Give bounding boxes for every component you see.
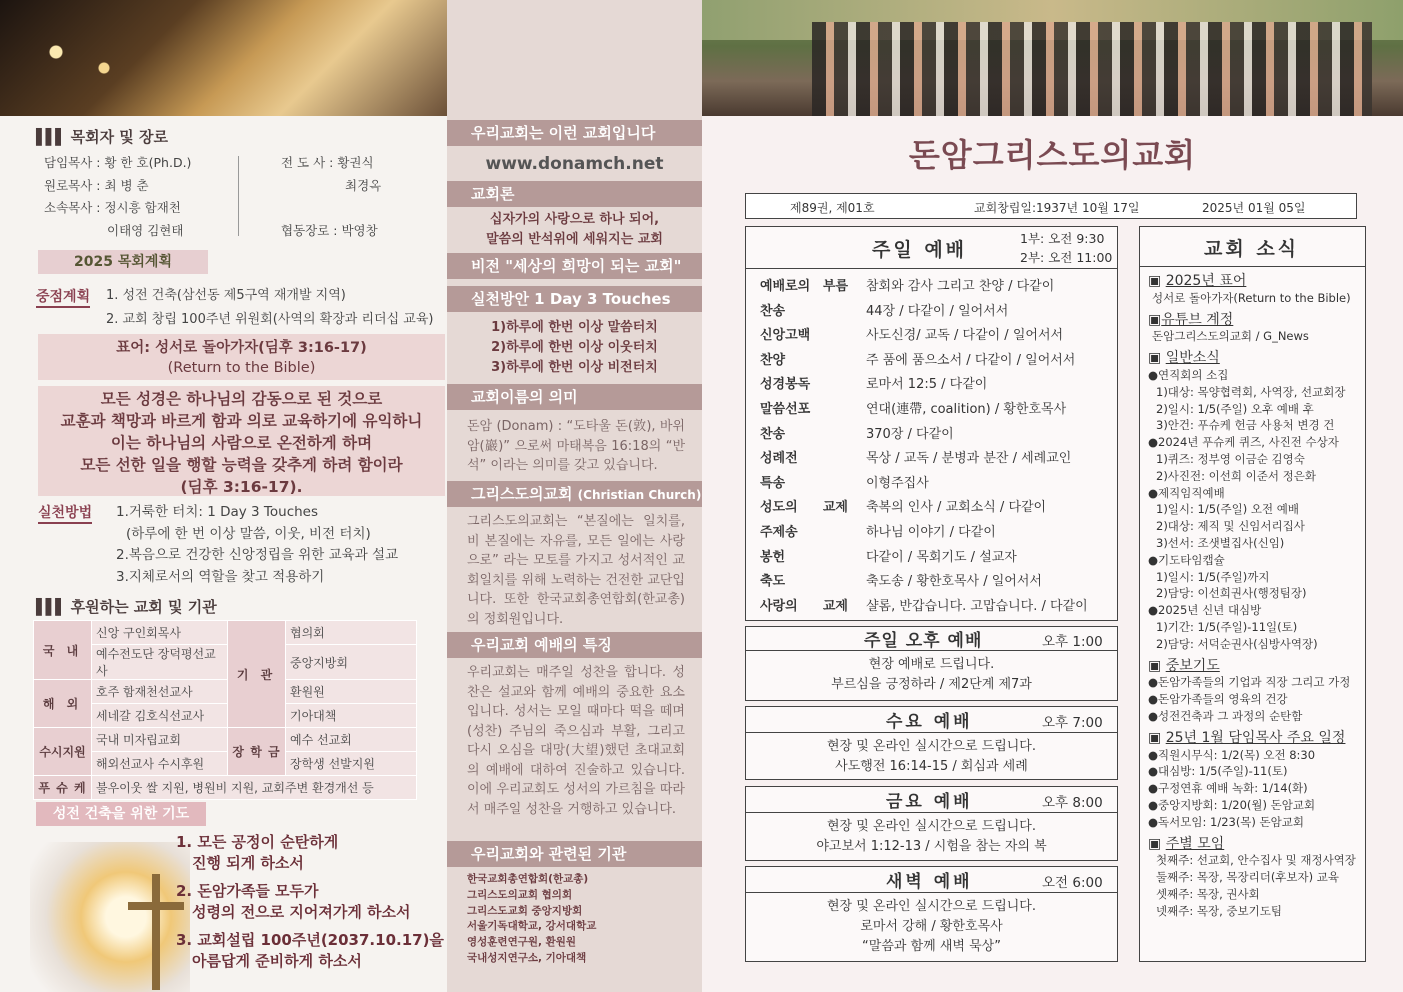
middle-panel (447, 0, 702, 992)
order-item-value: 연대(連帶, coalition) / 황한호목사 (866, 402, 1067, 417)
orgs-title: 우리교회와 관련된 기관 (447, 841, 702, 867)
church-news-box: 교회 소식 ▣ 2025년 표어 성서로 돌아가자(Return to the Bible) ▣유튜브 계정 돈암그리스도의교회 / G_News ▣ 일반소식 ●연직회의 소집 1)대상: 목양협력회, 사역장, 선교회장 2)일시: 1/5(주일) 오후 예배 후 3)안건: 푸슈케 헌금 사용처 변경 건 ●2024년 푸슈케 퀴즈, 사진전 수상자 1)퀴즈: 정부영 이금순 김영숙 2)사진전: 이선희 이준서 정은화 ●제직임직예배 1)일시: 1/5(주일) 오전 예배 2)대상: 제직 및 신임서리집사 3)선서: 조샛별집사(신임) ●기도타임캡슐 1)일시: 1/5(주일)까지 2)담당: 이선희권사(행정팀장) ●2025년 신년 대심방 1)기간: 1/5(주일)-11일(토) 2)담당: 서덕순권사(심방사역장) ▣ 중보기도 ●돈암가족들의 기업과 직장 그리고 가정 ●돈암가족들의 영육의 건강 ●성전건축과 그 과정의 순탄함 ▣ 25년 1월 담임목사 주요 일정 ●직원시무식: 1/2(목) 오전 8:30 ●대심방: 1/5(주일)-11(토) ●구정연휴 예배 녹화: 1/14(화) ●중앙지방회: 1/20(월) 돈암교회 ●독서모임: 1/23(목) 돈암교회 ▣ 주별 모임 첫째주: 선교회, 안수집사 및 재정사역장 둘째주: 목장, 목장리더(후보자) 교육 셋째주: 목장, 권사회 넷째주: 목장, 중보기도팀 (1139, 226, 1366, 962)
news-item: ●2024년 푸슈케 퀴즈, 사진전 수상자 (1148, 435, 1339, 450)
order-row (760, 521, 1110, 546)
intro-title: 우리교회는 이런 교회입니다 (447, 120, 702, 146)
order-item-label: 사랑의 교제 (760, 598, 848, 614)
news-item: ●연직회의 소집 (1148, 367, 1229, 382)
order-row (760, 300, 1110, 325)
night-wall-photo (0, 0, 447, 116)
issue-info: 제89권, 제01호 교회창립일:1937년 10월 17일 2025년 01월 05일 (745, 193, 1357, 219)
support-heading: ▌▌▌ 후원하는 교회 및 기관 (36, 598, 217, 616)
news-item: ●돈암가족들의 영육의 건강 (1148, 692, 1288, 707)
order-item-value: 목상 / 교독 / 분병과 분잔 / 세례교인 (866, 451, 1072, 467)
order-item-value: 참회와 감사 그리고 찬양 / 다같이 (866, 279, 1055, 294)
order-row (760, 447, 1110, 472)
ecclesiology-text: 십자가의 사랑으로 하나 되어, 말씀의 반석위에 세워지는 교회 (486, 212, 663, 247)
website[interactable]: www.donamch.net (485, 154, 664, 174)
ecclesiology-title: 교회론 (447, 181, 702, 207)
order-item-label: 찬송 (760, 426, 786, 442)
cc-title: 그리스도의교회 (Christian Church) (447, 481, 702, 507)
right-panel (702, 0, 1403, 992)
order-row (760, 496, 1110, 521)
news-item: ●중앙지방회: 1/20(월) 돈암교회 (1148, 797, 1316, 812)
news-item: 1)대상: 목양협력회, 사역장, 선교회장 (1156, 384, 1346, 399)
order-item-value: 44장 / 다같이 / 일어서서 (866, 303, 1009, 319)
news-item: ●대심방: 1/5(주일)-11(토) (1148, 764, 1288, 779)
order-item-label: 특송 (760, 475, 786, 491)
order-item-value: 사도신경/ 교독 / 다같이 / 일어서서 (866, 328, 1064, 344)
focus-label: 중점계획 (36, 286, 90, 308)
sunday-worship-box: 주일 예배 1부: 오전 9:30 2부: 오전 11:00 예배로의 부름 참회와 감사 그리고 찬양 / 다같이 찬송 44장 / 다같이 / 일어서서 신앙고백 사도신경/ 교독 / 다같이 / 일어서서 찬양 주 품에 품으소서 / 다같이 / 일어서서 성경봉독 로마서 12:5 / 다같이 말씀선포 연대(連帶, coalition) / 황한호목사 찬송 370장 / 다같이 성례전 목상 / 교독 / 분병과 분잔 / 세례교인 특송 이형주집사 성도의 교제 축복의 인사 / 교회소식 / 다같이 주제송 하나님 이야기 / 다같이 봉헌 다같이 / 목회기도 / 설교자 축도 축도송 / 황한호목사 / 일어서서 사랑의 교제 샬롬, 반갑습니다. 고맙습니다. / 다같이 (745, 226, 1118, 621)
order-row (760, 275, 1110, 300)
worship-title: 우리교회 예배의 특징 (447, 632, 702, 658)
order-row (760, 546, 1110, 571)
cross-image (30, 842, 190, 992)
order-row (760, 398, 1110, 423)
evangelist-list: 전 도 사 : 황권식 최경옥 협동장로 : 박영창 (281, 155, 382, 238)
news-list: ▣ 2025년 표어 성서로 돌아가자(Return to the Bible) ▣유튜브 계정 돈암그리스도의교회 / G_News ▣ 일반소식 ●연직회의 소집 1)대상: 목양협력회, 사역장, 선교회장 2)일시: 1/5(주일) 오후 예배 후 3)안건: 푸슈케 헌금 사용처 변경 건 ●2024년 푸슈케 퀴즈, 사진전 수상자 1)퀴즈: 정부영 이금순 김영숙 2)사진전: 이선희 이준서 정은화 ●제직임직예배 1)일시: 1/5(주일) 오전 예배 2)대상: 제직 및 신임서리집사 3)선서: 조샛별집사(신임) ●기도타임캡슐 1)일시: 1/5(주일)까지 2)담당: 이선희권사(행정팀장) ●2025년 신년 대심방 1)기간: 1/5(주일)-11일(토) 2)담당: 서덕순권사(심방사역장) ▣ 중보기도 ●돈암가족들의 기업과 직장 그리고 가정 ●돈암가족들의 영육의 건강 ●성전건축과 그 과정의 순탄함 ▣ 25년 1월 담임목사 주요 일정 ●직원시무식: 1/2(목) 오전 8:30 ●대심방: 1/5(주일)-11(토) ●구정연휴 예배 녹화: 1/14(화) ●중앙지방회: 1/20(월) 돈암교회 ●독서모임: 1/23(목) 돈암교회 ▣ 주별 모임 첫째주: 선교회, 안수집사 및 재정사역장 둘째주: 목장, 목장리더(후보자) 교육 셋째주: 목장, 권사회 넷째주: 목장, 중보기도팀 (1148, 273, 1362, 919)
order-item-label: 주제송 (760, 525, 798, 540)
order-row (760, 349, 1110, 374)
order-item-label: 말씀선포 (760, 402, 811, 417)
news-item: 첫째주: 선교회, 안수집사 및 재정사역장 (1156, 853, 1356, 868)
order-item-label: 신앙고백 (760, 328, 811, 344)
vision-title: 비전 "세상의 희망이 되는 교회" (447, 253, 702, 279)
dawn-worship-box: 새벽 예배 오전 6:00 현장 및 온라인 실시간으로 드립니다. 로마서 강해 / 황한호목사 “말씀과 함께 새벽 묵상” (745, 866, 1118, 962)
news-item: 3)안건: 푸슈케 헌금 사용처 변경 건 (1156, 418, 1335, 433)
news-item: 2)일시: 1/5(주일) 오후 예배 후 (1156, 401, 1314, 416)
order-item-label: 찬양 (760, 352, 786, 368)
practice-list: 1)하루에 한번 이상 말씀터치 2)하루에 한번 이상 이웃터치 3)하루에 한번 이상 비전터치 (491, 320, 658, 375)
news-item: 1)일시: 1/5(주일) 오전 예배 (1156, 502, 1299, 517)
order-item-label: 축도 (760, 574, 786, 590)
news-item: ●성전건축과 그 과정의 순탄함 (1148, 708, 1303, 723)
cc-text: 그리스도의교회는 “본질에는 일치를, 비 본질에는 자유를, 모든 일에는 사랑으로” 라는 모토를 가지고 성서적인 교회일치를 위해 노력하는 건전한 교단입니다. 또한 한국교회총연합회(한교총)의 정회원입니다. (467, 514, 685, 627)
order-item-value: 축복의 인사 / 교회소식 / 다같이 (866, 500, 1047, 516)
news-item: 1)기간: 1/5(주일)-11일(토) (1156, 619, 1298, 634)
method-list: 1.거룩한 터치: 1 Day 3 Touches (하루에 한 번 이상 말씀, 이웃, 비전 터치) 2.복음으로 건강한 신앙정립을 위한 교육과 설교 3.지체로서의 역할을 찾고 적용하기 (116, 504, 399, 585)
plan-title: 2025 목회계획 (38, 250, 208, 274)
news-item: 2)담당: 이선희권사(행정팀장) (1156, 586, 1307, 601)
order-row (760, 570, 1110, 595)
method-label: 실천방법 (38, 502, 92, 524)
order-item-value: 주 품에 품으소서 / 다같이 / 일어서서 (866, 352, 1076, 368)
order-row (760, 595, 1110, 620)
order-row (760, 373, 1110, 398)
prayer-title: 성전 건축을 위한 기도 (36, 802, 206, 826)
focus-list: 1. 성전 건축(삼선동 제5구역 재개발 지역) 2. 교회 창립 100주년 위원회(사역의 확장과 리더십 교육) (106, 288, 434, 327)
order-item-value: 로마서 12:5 / 다같이 (866, 377, 988, 393)
church-name: 돈암그리스도의교회 (908, 136, 1197, 174)
order-row (760, 423, 1110, 448)
news-item: ●기도타임캡슐 (1148, 552, 1225, 567)
order-item-value: 370장 / 다같이 (866, 426, 954, 442)
pastors-heading: ▌▌▌ 목회자 및 장로 (36, 128, 168, 146)
news-item: 넷째주: 목장, 중보기도팀 (1156, 903, 1282, 918)
order-item-label: 성례전 (760, 451, 798, 467)
motto-box: 표어: 성서로 돌아가자(딤후 3:16-17) (Return to the Bible) (38, 334, 445, 380)
worship-text: 우리교회는 매주일 성찬을 합니다. 성찬은 설교와 함께 예배의 중요한 요소입니다. 성서는 모일 때마다 떡을 떼며(성찬) 주님의 죽으심과 부활, 그리고 다시 오심을 대망(大望)했던 초대교회의 예배에 대하여 진술하고 있습니다. 이에 우리교회도 성서의 가르침을 따라서 매주일 성찬을 거행하고 있습니다. (467, 665, 685, 817)
name-text: 돈암 (Donam) : “도타울 돈(敦), 바위 암(巖)” 으로써 마태복음 16:18의 “반석” 이라는 의미를 갖고 있습니다. (467, 419, 685, 473)
order-item-value: 이형주집사 (866, 475, 929, 491)
afternoon-worship-box: 주일 오후 예배 오후 1:00 현장 예배로 드립니다. 부르심을 긍정하라 / 제2단계 제7과 (745, 626, 1118, 701)
news-item: ●직원시무식: 1/2(목) 오전 8:30 (1148, 747, 1316, 762)
left-panel (0, 0, 447, 992)
wednesday-worship-box: 수요 예배 오후 7:00 현장 및 온라인 실시간으로 드립니다. 사도행전 16:14-15 / 회심과 세례 (745, 706, 1118, 780)
verse-box: 모든 성경은 하나님의 감동으로 된 것으로 교훈과 책망과 바르게 함과 의로 교육하기에 유익하니 이는 하나님의 사람으로 온전하게 하며 모든 선한 일을 행할 능력을 갖추게 하려 함이라 (딤후 3:16-17). (38, 386, 445, 496)
news-item: 셋째주: 목장, 권사회 (1156, 886, 1260, 901)
order-item-value: 하나님 이야기 / 다같이 (866, 525, 996, 540)
order-item-label: 예배로의 부름 (760, 279, 848, 294)
order-item-value: 축도송 / 황한호목사 / 일어서서 (866, 574, 1042, 590)
order-item-label: 성도의 교제 (760, 500, 848, 516)
news-item: ●2025년 신년 대심방 (1148, 603, 1262, 618)
news-item: ●제직임직예배 (1148, 485, 1225, 500)
news-item: 2)대상: 제직 및 신임서리집사 (1156, 519, 1305, 534)
orgs-list: 한국교회총연합회(한교총) 그리스도의교회 협의회 그리스도교회 중앙지방회 서울기독대학교, 강서대학교 영성훈련연구원, 환원원 국내성지연구소, 기아대책 (467, 873, 597, 964)
news-item: ●구정연휴 예배 녹화: 1/14(화) (1148, 781, 1308, 796)
friday-worship-box: 금요 예배 오후 8:00 현장 및 온라인 실시간으로 드립니다. 야고보서 1:12-13 / 시험을 참는 자의 복 (745, 786, 1118, 861)
news-item: 2)담당: 서덕순권사(심방사역장) (1156, 636, 1318, 651)
order-item-value: 샬롬, 반갑습니다. 고맙습니다. / 다같이 (866, 598, 1088, 614)
news-item: 3)선서: 조샛별집사(신임) (1156, 535, 1285, 550)
news-item: 1)퀴즈: 정부영 이금순 김영숙 (1156, 451, 1305, 466)
practice-title: 실천방안 1 Day 3 Touches (447, 286, 702, 312)
pastor-list: 담임목사 : 황 한 호(Ph.D.) 원로목사 : 최 병 춘 소속목사 : 정시흥 함재천 이태영 김현태 (44, 155, 192, 238)
group-photo (702, 0, 1403, 116)
order-row (760, 324, 1110, 349)
order-item-value: 다같이 / 목회기도 / 설교자 (866, 549, 1017, 565)
support-table: 국 내 신앙 구인회목사 기 관 협의회 예수전도단 장덕평선교사 중앙지방회 해 외 호주 함재천선교사 환원원 세네갈 김호식선교사 기아대책 수시지원 국내 미자립교회 장 학 금 예수 선교회 해외선교사 수시후원 장학생 선발지원 푸 슈 케 불우이웃 쌀 지원, 병원비 지원, 교회주변 환경개선 등 (33, 620, 417, 800)
news-item: 둘째주: 목장, 목장리더(후보자) 교육 (1156, 870, 1339, 885)
prayer-list: 1. 모든 공정이 순탄하게 진행 되게 하소서 2. 돈암가족들 모두가 성령의 전으로 지어져가게 하소서 3. 교회설립 100주년(2037.10.17)을 아름답게 준비하게 하소서 (176, 833, 444, 970)
news-item: ●독서모임: 1/23(목) 돈암교회 (1148, 814, 1304, 829)
order-item-label: 봉헌 (760, 549, 786, 565)
news-item: ●돈암가족들의 기업과 직장 그리고 가정 (1148, 675, 1351, 690)
cross-icon (152, 874, 160, 990)
order-item-label: 찬송 (760, 303, 786, 319)
name-title: 교회이름의 의미 (447, 384, 702, 410)
news-item: 2)사진전: 이선희 이준서 정은화 (1156, 468, 1316, 483)
order-item-label: 성경봉독 (760, 377, 811, 393)
divider (238, 156, 239, 236)
order-row (760, 472, 1110, 497)
news-item: 1)일시: 1/5(주일)까지 (1156, 569, 1270, 584)
